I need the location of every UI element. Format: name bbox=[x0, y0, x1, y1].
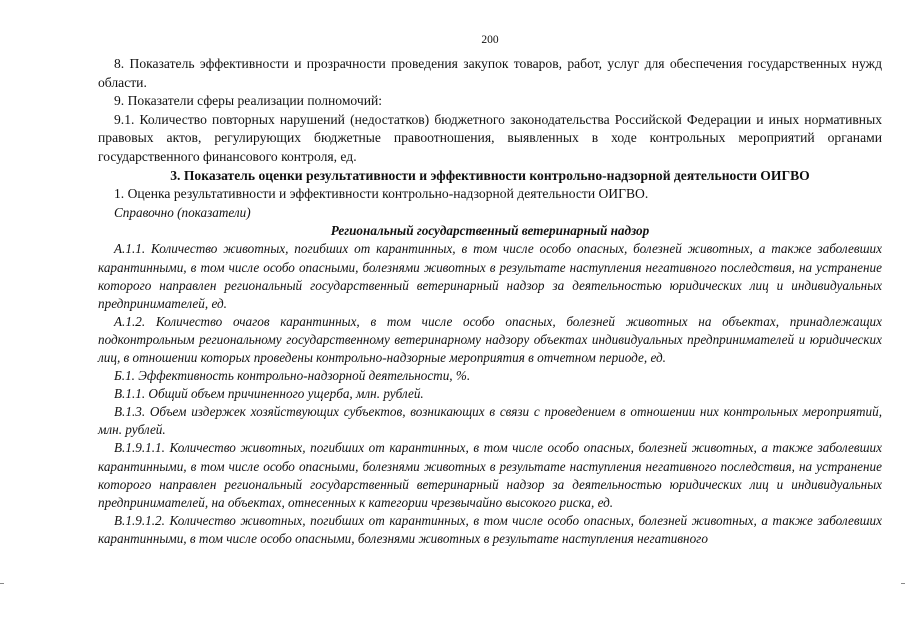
indicator-a-1-2: А.1.2. Количество очагов карантинных, в том числе особо опасных, болезней животных на объектах, принадлежащих подконтрольным региональному государственному ветеринарному надзору объектах индивидуальных предпринимателей и юридических лиц, в отношении которых проведены контрольно-надзорные мероприятия в отчетном периоде, ед. bbox=[98, 313, 882, 365]
right-edge-mark bbox=[901, 583, 905, 584]
indicator-b-1: Б.1. Эффективность контрольно-надзорной деятельности, %. bbox=[114, 368, 471, 384]
subsection-heading: Региональный государственный ветеринарный надзор bbox=[330, 222, 650, 238]
indicator-v-1-9-1-1: В.1.9.1.1. Количество животных, погибших от карантинных, в том числе особо опасных, болезней животных, а также заболевших карантинными, в том числе особо опасными, болезнями животных в результате наступления негативного последствия, на устранение которого направлен региональный государственный ветеринарный надзор за деятельностью юридических лиц и индивидуальных предпринимателей, на объектах, отнесенных к категории чрезвычайно высокого риска, ед. bbox=[98, 440, 882, 510]
paragraph-budget-violations: 9.1. Количество повторных нарушений (недостатков) бюджетного законодательства Российской Федерации и иных нормативных правовых актов, регулирующих бюджетные правоотношения, выявленных в ходе контрольных мероприятий органами государственного финансового контроля, ед. bbox=[98, 111, 882, 164]
document-body bbox=[98, 55, 882, 548]
paragraph-powers-indicators: 9. Показатели сферы реализации полномочий: bbox=[114, 93, 383, 109]
indicator-v-1-3: В.1.3. Объем издержек хозяйствующих субъектов, возникающих в связи с проведением в отношении них контрольных мероприятий, млн. рублей. bbox=[98, 404, 882, 438]
indicator-v-1-9-1-2: В.1.9.1.2. Количество животных, погибших от карантинных, в том числе особо опасных, болезней животных, а также заболевших карантинными, в том числе особо опасными, болезнями животных в результате наступления негативного bbox=[98, 512, 882, 546]
left-edge-mark bbox=[0, 583, 4, 584]
paragraph-procurement-indicator: 8. Показатель эффективности и прозрачности проведения закупок товаров, работ, услуг для обеспечения государственных нужд области. bbox=[98, 56, 882, 90]
indicator-v-1-1: В.1.1. Общий объем причиненного ущерба, млн. рублей. bbox=[114, 386, 424, 402]
section-heading: 3. Показатель оценки результативности и эффективности контрольно-надзорной деятельности ОИГВО bbox=[170, 167, 810, 183]
page-number: 200 bbox=[481, 34, 499, 46]
indicator-a-1-1: А.1.1. Количество животных, погибших от карантинных, в том числе особо опасных, болезней животных, а также заболевших карантинными, в том числе особо опасными, болезнями животных в результате наступления негативного последствия, на устранение которого направлен региональный государственный ветеринарный надзор за деятельностью юридических лиц и индивидуальных предпринимателей, ед. bbox=[98, 241, 882, 311]
paragraph-assessment: 1. Оценка результативности и эффективности контрольно-надзорной деятельности ОИГВО. bbox=[114, 186, 649, 202]
paragraph-reference-note: Справочно (показатели) bbox=[114, 204, 251, 220]
